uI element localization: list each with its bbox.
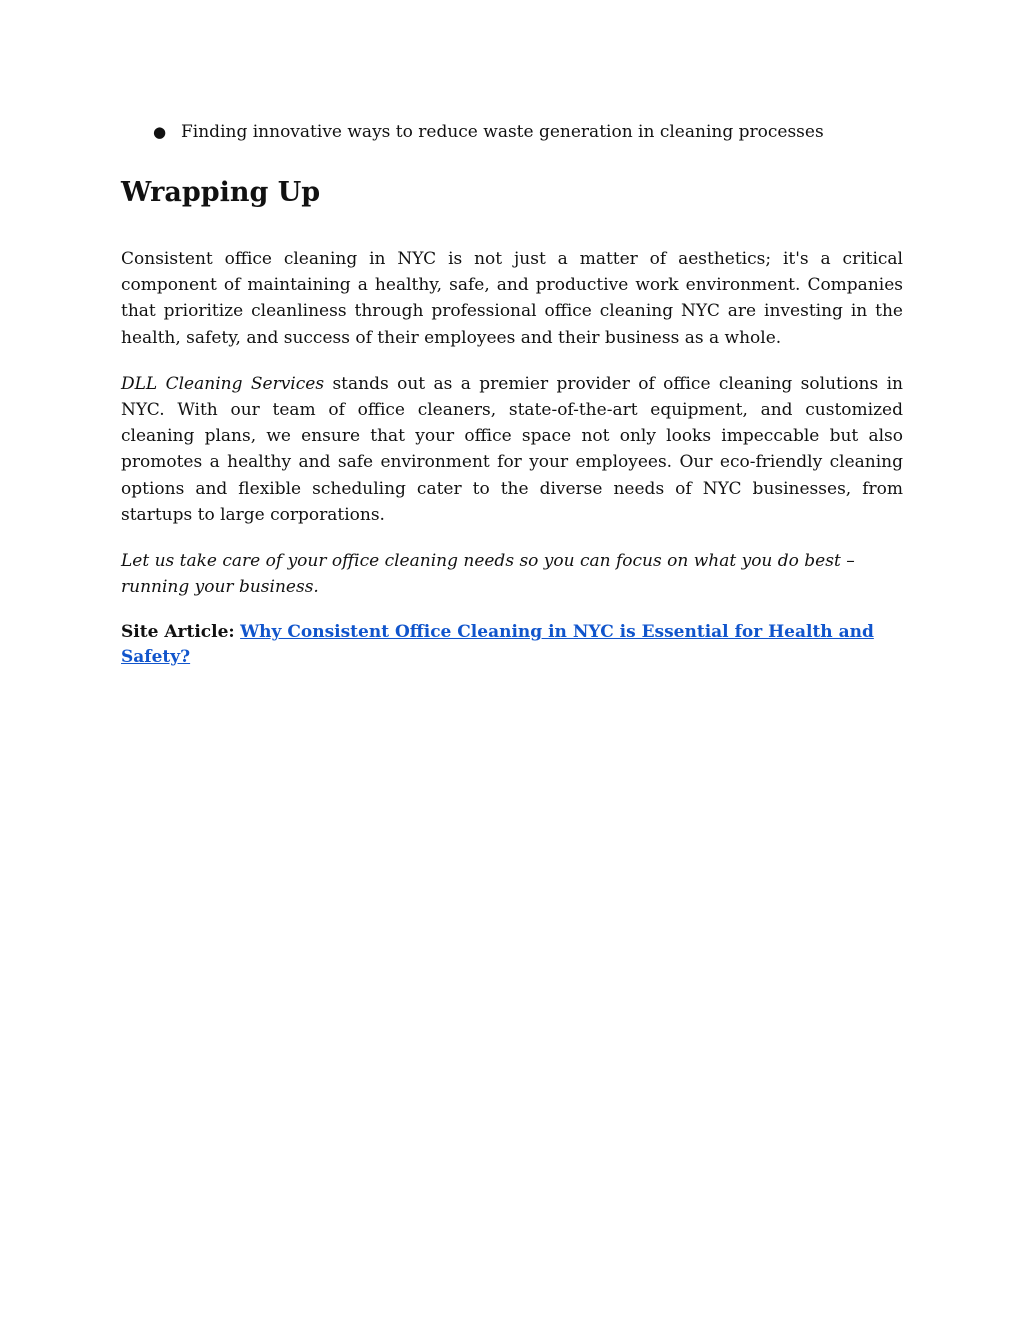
paragraph-consistent-cleaning: Consistent office cleaning in NYC is not just a matter of aesthetics; it's a critical component of maintaining a healthy, safe, and productive work environment. Companies that prioritize cleanliness through professional office cleaning NYC are investing in the health, safety, and success of their employees and their business as a whole. <box>121 249 903 348</box>
site-article-line <box>121 620 903 670</box>
paragraph-closing: Let us take care of your office cleaning needs so you can focus on what you do best – running your business. <box>121 551 855 598</box>
company-name: DLL Cleaning Services <box>121 373 325 394</box>
site-article-label: Site Article: <box>121 622 235 643</box>
bullet-list <box>121 118 903 146</box>
bullet-dot-icon: ● <box>153 123 167 141</box>
paragraph-company-text: stands out as a premier provider of office cleaning solutions in NYC. With our team of office cleaners, state-of-the-art equipment, and customized cleaning plans, we ensure that your office space not only looks impeccable but also promotes a healthy and safe environment for your employees. Our eco-friendly cleaning options and flexible scheduling cater to the diverse needs of NYC businesses, from startups to large corporations. <box>121 373 903 525</box>
paragraph-company <box>121 371 903 528</box>
list-item <box>121 118 903 146</box>
page-content <box>121 118 903 670</box>
site-article-link[interactable]: Why Consistent Office Cleaning in NYC is Essential for Health and Safety? <box>121 622 874 668</box>
section-heading: Wrapping Up <box>121 177 321 208</box>
list-item-text: Finding innovative ways to reduce waste generation in cleaning processes <box>181 122 824 142</box>
